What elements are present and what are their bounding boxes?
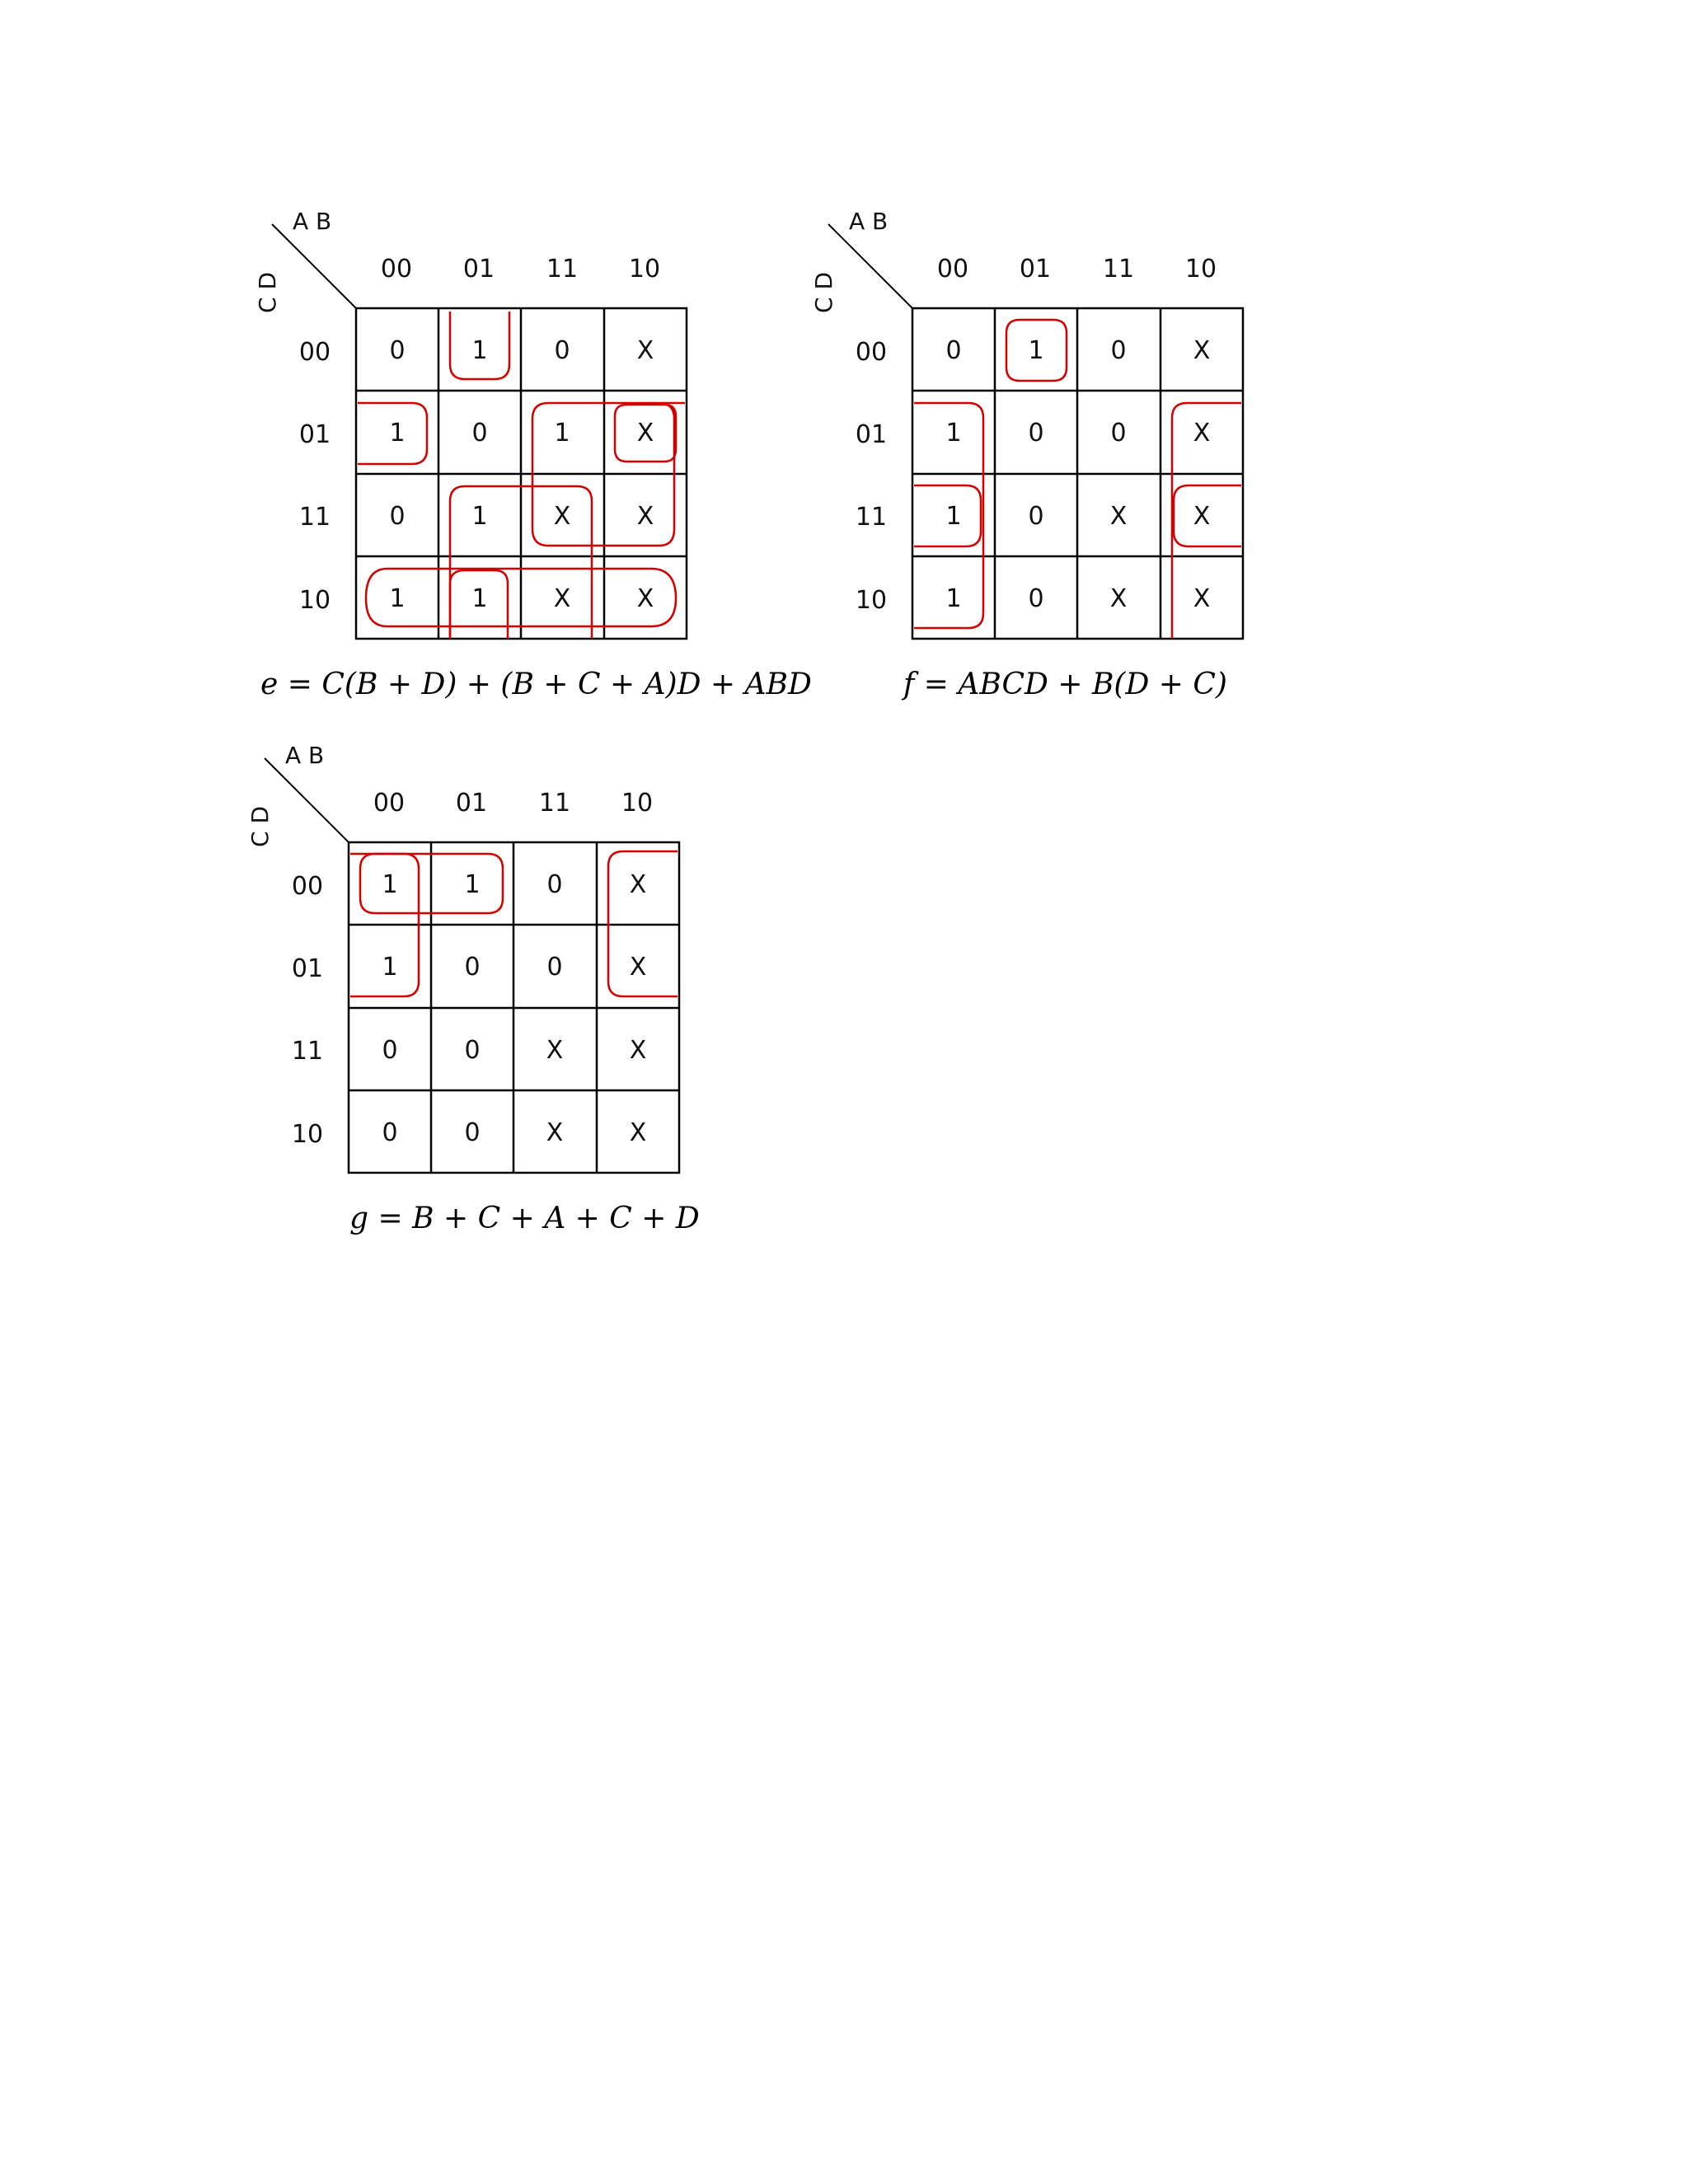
kmap-e-cell: X <box>636 502 654 531</box>
kmap-f-cell: 1 <box>945 502 962 531</box>
kmap-g-col-label: 10 <box>621 789 654 818</box>
equation-e: e = C(B + D) + (B + C + A)D + ABD <box>260 668 812 701</box>
kmap-f-cell: X <box>1193 336 1211 365</box>
kmap-f-cell: 0 <box>1028 502 1044 531</box>
kmap-g-col-labels <box>373 789 653 818</box>
kmap-f-row-labels <box>856 338 887 615</box>
kmap-e-col-label: 00 <box>380 255 413 284</box>
kmap-f-row-label: 00 <box>855 338 888 367</box>
kmap-g-row-label: 01 <box>291 954 324 983</box>
kmap-e-cell: 0 <box>554 336 570 365</box>
kmap-e-col-var: A B <box>293 208 332 235</box>
kmap-g-diagonal <box>265 758 349 842</box>
kmap-g-cell: X <box>629 1118 647 1147</box>
kmap-g-cell: X <box>546 1036 564 1065</box>
kmap-g-col-label: 00 <box>373 789 406 818</box>
kmap-g-row-label: 00 <box>291 872 324 901</box>
kmap-f-col-var: A B <box>849 208 889 235</box>
kmap-e-cell: 0 <box>389 502 406 531</box>
kmap-e-cell: X <box>636 584 654 613</box>
kmap-e-cell: 1 <box>389 419 406 448</box>
kmap-f-row-var: C D <box>810 271 837 313</box>
kmap-g-cell: 1 <box>464 870 481 899</box>
kmap-g <box>246 742 700 1235</box>
kmap-f <box>810 208 1243 701</box>
kmap-f-cell: X <box>1193 419 1211 448</box>
kmap-f-row-label: 10 <box>855 586 888 615</box>
kmap-g-col-var: A B <box>285 742 325 769</box>
kmap-e-row-label: 10 <box>298 586 331 615</box>
kmap-e-row-labels <box>299 338 331 615</box>
equation-g: g = B + C + A + C + D <box>349 1202 700 1235</box>
kmap-e-cell: 1 <box>471 336 488 365</box>
kmap-f-cell: X <box>1193 584 1211 613</box>
kmap-e-row-label: 11 <box>298 503 331 532</box>
kmap-f-cell: 0 <box>1028 419 1044 448</box>
kmap-e-cell: 1 <box>554 419 570 448</box>
kmap-g-cell: 0 <box>464 1118 481 1147</box>
kmap-e-cell: 0 <box>389 336 406 365</box>
kmap-f-diagonal <box>828 224 912 308</box>
kmap-f-row-label: 11 <box>855 503 888 532</box>
kmap-e-cell: X <box>636 419 654 448</box>
kmap-e-row-var: C D <box>254 271 281 313</box>
kmap-g-cell: 0 <box>382 1036 398 1065</box>
kmap-f-cell: 0 <box>1028 584 1044 613</box>
kmap-f-cell: X <box>1193 502 1211 531</box>
kmap-g-cell: 0 <box>546 953 563 982</box>
kmap-g-cell: 0 <box>382 1118 398 1147</box>
kmap-g-row-var: C D <box>246 805 274 847</box>
kmap-g-col-label: 01 <box>455 789 488 818</box>
kmap-e <box>254 208 812 701</box>
equation-f: f = ABCD + B(D + C) <box>903 668 1227 701</box>
kmap-f-cell: X <box>1109 584 1128 613</box>
kmap-f-row-label: 01 <box>855 420 888 449</box>
kmap-e-cell: 1 <box>389 584 406 613</box>
kmap-f-cell: 0 <box>1110 419 1127 448</box>
kmap-f-col-label: 00 <box>936 255 969 284</box>
kmap-f-cell: 1 <box>945 419 962 448</box>
kmap-f-cell: 1 <box>1028 336 1044 365</box>
kmap-f-cell: 0 <box>1110 336 1127 365</box>
kmap-g-cell: 1 <box>382 953 398 982</box>
kmap-f-col-labels <box>937 255 1217 284</box>
kmap-e-cell: 0 <box>471 419 488 448</box>
kmap-g-cell: X <box>629 1036 647 1065</box>
kmap-e-col-labels <box>381 255 660 284</box>
kmap-e-cell: 1 <box>471 502 488 531</box>
kmap-g-cell: X <box>629 870 647 899</box>
kmap-e-cell: X <box>553 584 571 613</box>
kmap-g-cell: 0 <box>546 870 563 899</box>
kmap-g-cell: 0 <box>464 953 481 982</box>
kmap-f-col-label: 10 <box>1184 255 1217 284</box>
kmap-g-cell: 1 <box>382 870 398 899</box>
kmap-e-col-label: 11 <box>546 255 579 284</box>
kmap-f-col-label: 01 <box>1019 255 1052 284</box>
kmap-e-cell: 1 <box>471 584 488 613</box>
kmap-e-row-label: 00 <box>298 338 331 367</box>
kmap-e-col-label: 01 <box>462 255 495 284</box>
kmap-g-cell: X <box>629 953 647 982</box>
kmap-f-col-label: 11 <box>1102 255 1135 284</box>
kmap-g-row-label: 10 <box>291 1120 324 1149</box>
kmap-g-row-labels <box>292 872 323 1149</box>
kmap-e-diagonal <box>272 224 356 308</box>
kmap-g-col-label: 11 <box>538 789 571 818</box>
kmap-e-row-label: 01 <box>298 420 331 449</box>
kmap-f-cell: 1 <box>945 584 962 613</box>
kmap-g-cell: X <box>546 1118 564 1147</box>
kmap-e-col-label: 10 <box>628 255 661 284</box>
kmap-f-cell: X <box>1109 502 1128 531</box>
kmap-g-row-label: 11 <box>291 1037 324 1066</box>
kmap-f-cell: 0 <box>945 336 962 365</box>
kmap-e-cell: X <box>636 336 654 365</box>
kmap-g-cell: 0 <box>464 1036 481 1065</box>
kmap-e-cell: X <box>553 502 571 531</box>
